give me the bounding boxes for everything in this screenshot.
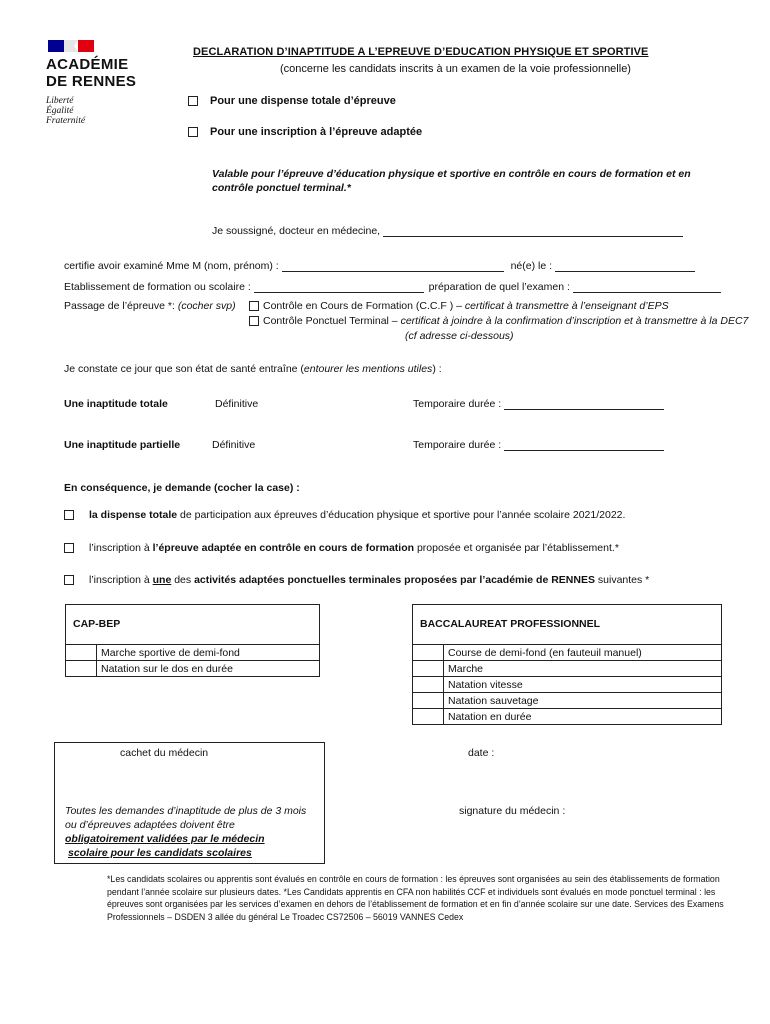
stamp-label: cachet du médecin xyxy=(120,747,209,759)
request-3-bold: activités adaptées ponctuelles terminales proposées par l’académie de RENNES xyxy=(194,574,595,586)
request-3-mid: des xyxy=(171,574,195,586)
cap-bep-rows xyxy=(65,644,320,677)
check-cell[interactable] xyxy=(66,645,97,661)
doctor-label: Je soussigné, docteur en médecine, xyxy=(212,225,381,237)
cap-row-2: Natation sur le dos en durée xyxy=(97,661,320,677)
request-1-bold: la dispense totale xyxy=(89,509,178,521)
stamp-note-4: scolaire pour les candidats scolaires xyxy=(68,847,252,859)
table-row[interactable] xyxy=(66,645,320,661)
request-3-pre: l’inscription à xyxy=(89,574,153,586)
establishment-label: Etablissement de formation ou scolaire : xyxy=(64,281,251,293)
check-cell[interactable] xyxy=(413,709,444,725)
table-row[interactable] xyxy=(413,693,722,709)
passage-label xyxy=(64,300,236,312)
signature-label[interactable]: signature du médecin : xyxy=(459,805,566,817)
validity-note: Valable pour l’épreuve d’éducation physique et sportive en contrôle en cours de formation et en contrôle ponctuel terminal.* xyxy=(212,168,691,194)
checkbox[interactable] xyxy=(64,543,74,553)
request-heading: En conséquence, je demande (cocher la case) : xyxy=(64,482,300,494)
check-cell[interactable] xyxy=(66,661,97,677)
health-intro xyxy=(64,363,442,375)
total-duration-field[interactable] xyxy=(504,409,664,410)
checkbox[interactable] xyxy=(64,510,74,520)
check-cell[interactable] xyxy=(413,661,444,677)
option-dispense-label: Pour une dispense totale d’épreuve xyxy=(210,95,396,107)
option-dispense[interactable] xyxy=(188,95,396,107)
health-intro-text: Je constate ce jour que son état de santé entraîne ( xyxy=(64,363,304,375)
option-adaptee-label: Pour une inscription à l’épreuve adaptée xyxy=(210,126,423,138)
table-row[interactable] xyxy=(413,709,722,725)
check-cell[interactable] xyxy=(413,645,444,661)
cap-bep-title: CAP-BEP xyxy=(73,618,121,630)
motto-egalite: Égalité xyxy=(46,106,74,116)
document-subtitle: (concerne les candidats inscrits à un examen de la voie professionnelle) xyxy=(280,63,631,75)
motto-liberte: Liberté xyxy=(46,96,74,106)
table-row[interactable] xyxy=(66,661,320,677)
stamp-note-2: ou d’épreuves adaptées doivent être xyxy=(65,819,235,831)
passage-text: Passage de l’épreuve *: xyxy=(64,300,175,312)
born-field[interactable] xyxy=(555,271,695,272)
marianne-flag-icon xyxy=(48,38,96,54)
request-2-rest: proposée et organisée par l’établissement.* xyxy=(414,542,619,554)
total-temporary xyxy=(413,398,664,410)
document-title: DECLARATION D’INAPTITUDE A L’EPREUVE D’EDUCATION PHYSIQUE ET SPORTIVE xyxy=(193,46,649,58)
request-2-bold: l’épreuve adaptée en contrôle en cours de formation xyxy=(152,542,415,554)
motto xyxy=(46,96,156,126)
cpt-note-2: (cf adresse ci-dessous) xyxy=(405,330,514,342)
bac-row-3: Natation vitesse xyxy=(444,677,722,693)
request-2-pre: l’inscription à xyxy=(89,542,153,554)
patient-name-field[interactable] xyxy=(282,271,504,272)
cap-bep-title-cell xyxy=(65,604,320,644)
request-1-rest: de participation aux épreuves d’éducation physique et sportive pour l’année scolaire 2021/2022. xyxy=(177,509,626,521)
request-option-1[interactable] xyxy=(64,509,625,521)
total-definitive[interactable]: Définitive xyxy=(215,398,259,410)
partial-temporary xyxy=(413,439,664,451)
stamp-note xyxy=(65,804,306,860)
bac-pro-title-cell xyxy=(412,604,722,644)
bac-row-5: Natation en durée xyxy=(444,709,722,725)
check-cell[interactable] xyxy=(413,693,444,709)
patient-label: certifie avoir examiné Mme M (nom, prénom) : xyxy=(64,260,279,272)
bac-pro-rows xyxy=(412,644,722,725)
cpt-label: Contrôle Ponctuel Terminal – xyxy=(263,315,398,327)
health-intro-end: ) : xyxy=(432,363,442,375)
stamp-note-1: Toutes les demandes d’inaptitude de plus de 3 mois xyxy=(65,805,307,817)
ccf-note: certificat à transmettre à l’enseignant d’EPS xyxy=(464,300,669,312)
cap-bep-table xyxy=(65,604,320,677)
checkbox[interactable] xyxy=(188,96,198,106)
stamp-box[interactable] xyxy=(54,742,325,864)
cpt-note: certificat à joindre à la confirmation d’inscription et à transmettre à la DEC7 xyxy=(400,315,749,327)
check-cell[interactable] xyxy=(413,677,444,693)
total-temporary-label[interactable]: Temporaire durée : xyxy=(413,398,502,410)
request-option-3[interactable] xyxy=(64,574,649,586)
doctor-name-field[interactable] xyxy=(383,236,683,237)
patient-line xyxy=(64,260,695,272)
request-3-rest: suivantes * xyxy=(594,574,650,586)
checkbox[interactable] xyxy=(249,316,259,326)
footer-note: *Les candidats scolaires ou apprentis sont évalués en contrôle en cours de formation : les épreuves sont organisées au sein des établissements de formation pendant l’année scolaire sur plusieurs dates. *Les Candidats apprentis en CFA non habilités CCF et individuels sont évalués en mode ponctuel terminal : les épreuves sont organisées par les services d’examen en dehors de l’établissement de formation et en fin d’année scolaire sur une date. Services des Examens Professionnels – DSDEN 3 allée du général Le Troadec CS72506 – 56019 VANNES Cedex xyxy=(107,874,724,922)
logo-line-2: DE RENNES xyxy=(46,73,137,90)
bac-row-4: Natation sauvetage xyxy=(444,693,722,709)
passage-ccf[interactable] xyxy=(249,300,669,312)
table-row[interactable] xyxy=(413,645,722,661)
bac-row-1: Course de demi-fond (en fauteuil manuel) xyxy=(444,645,722,661)
table-row[interactable] xyxy=(413,661,722,677)
option-adaptee[interactable] xyxy=(188,126,422,138)
passage-cpt[interactable] xyxy=(249,315,748,327)
prep-field[interactable] xyxy=(573,292,721,293)
bac-pro-title: BACCALAUREAT PROFESSIONNEL xyxy=(420,618,601,630)
date-label[interactable]: date : xyxy=(468,747,495,759)
total-label: Une inaptitude totale xyxy=(64,398,168,410)
health-intro-italic: entourer les mentions utiles xyxy=(303,363,433,375)
stamp-note-3: obligatoirement validées par le médecin xyxy=(65,833,265,845)
passage-hint: (cocher svp) xyxy=(177,300,236,312)
doctor-line xyxy=(212,225,683,237)
academie-logo xyxy=(46,38,156,126)
checkbox[interactable] xyxy=(64,575,74,585)
partial-label: Une inaptitude partielle xyxy=(64,439,181,451)
table-row[interactable] xyxy=(413,677,722,693)
partial-definitive[interactable]: Définitive xyxy=(212,439,256,451)
cap-row-1: Marche sportive de demi-fond xyxy=(97,645,320,661)
establishment-line xyxy=(64,281,721,293)
partial-temporary-label[interactable]: Temporaire durée : xyxy=(413,439,502,451)
prep-label: préparation de quel l’examen : xyxy=(428,281,570,293)
request-3-une: une xyxy=(152,574,172,586)
bac-pro-table xyxy=(412,604,722,725)
logo-line-1: ACADÉMIE xyxy=(46,56,129,73)
establishment-field[interactable] xyxy=(254,292,424,293)
partial-duration-field[interactable] xyxy=(504,450,664,451)
checkbox[interactable] xyxy=(188,127,198,137)
checkbox[interactable] xyxy=(249,301,259,311)
request-option-2[interactable] xyxy=(64,542,619,554)
bac-row-2: Marche xyxy=(444,661,722,677)
motto-fraternite: Fraternité xyxy=(46,116,86,126)
born-label: né(e) le : xyxy=(510,260,553,272)
ccf-label: Contrôle en Cours de Formation (C.C.F ) – xyxy=(263,300,462,312)
